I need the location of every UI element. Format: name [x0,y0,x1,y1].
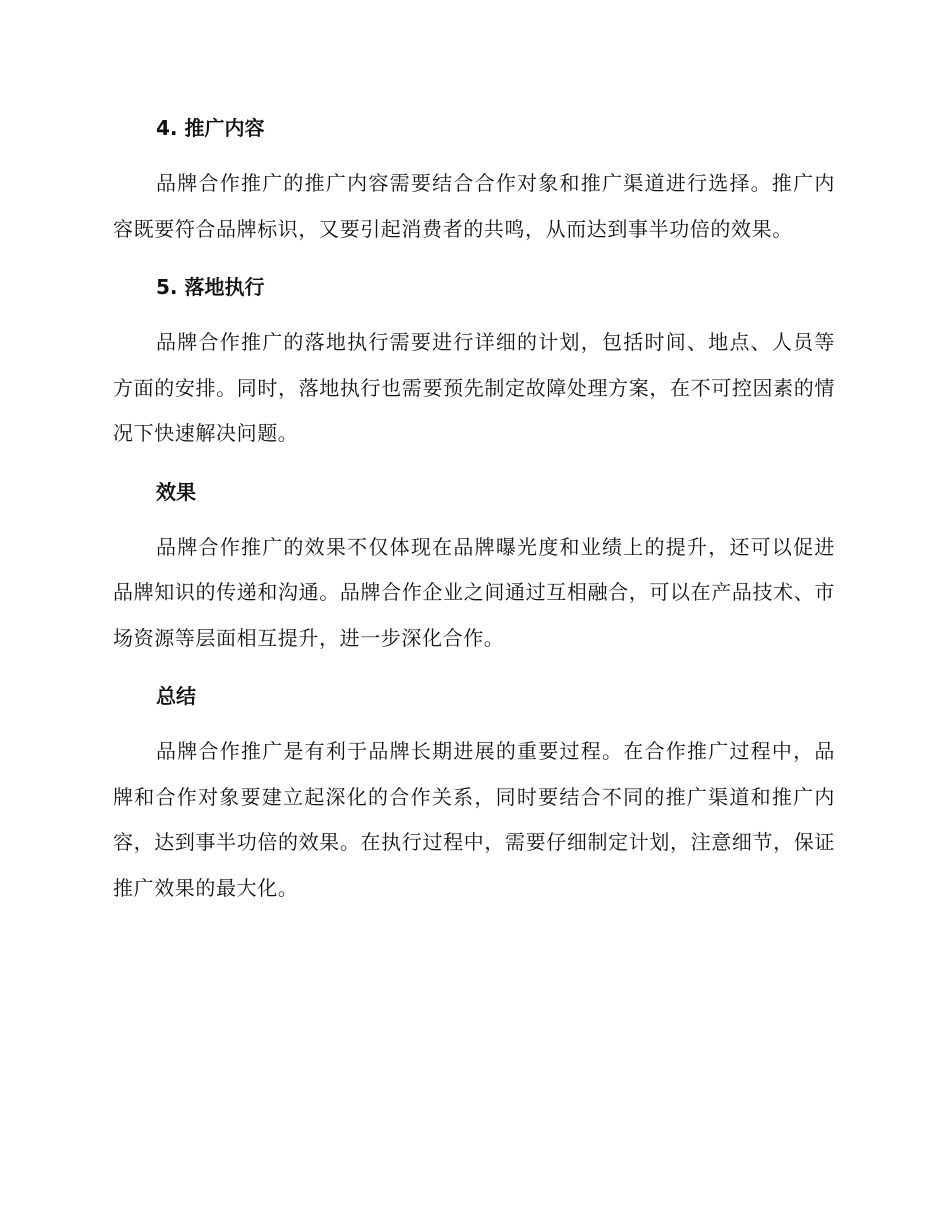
section-paragraph-promotion-content: 品牌合作推广的推广内容需要结合合作对象和推广渠道进行选择。推广内容既要符合品牌标识，又要引起消费者的共鸣，从而达到事半功倍的效果。 [113,171,835,241]
section-heading-summary: 总结 [156,684,196,708]
spacer [113,661,835,678]
section-heading-effect: 效果 [156,479,196,504]
section-paragraph-summary: 品牌合作推广是有利于品牌长期进展的重要过程。在合作推广过程中，品牌和合作对象要建立起深化的合作关系，同时要结合不同的推广渠道和推广内容，达到事半功倍的效果。在执行过程中，需要仔细制定计划，注意细节，保证推广效果的最大化。 [113,739,835,900]
section-paragraph-effect: 品牌合作推广的效果不仅体现在品牌曝光度和业绩上的提升，还可以促进品牌知识的传递和沟通。品牌合作企业之间通过互相融合，可以在产品技术、市场资源等层面相互提升，进一步深化合作。 [113,534,835,650]
spacer [113,714,835,729]
spacer [113,146,835,161]
section-heading-promotion-content: 4. 推广内容 [156,116,265,140]
spacer [113,457,835,474]
section-paragraph-implementation: 品牌合作推广的落地执行需要进行详细的计划，包括时间、地点、人员等方面的安排。同时，落地执行也需要预先制定故障处理方案，在不可控因素的情况下快速解决问题。 [113,330,835,445]
spacer [113,252,835,269]
spacer [113,305,835,320]
spacer [113,510,835,525]
document-page [113,110,835,911]
section-heading-implementation: 5. 落地执行 [156,275,265,299]
